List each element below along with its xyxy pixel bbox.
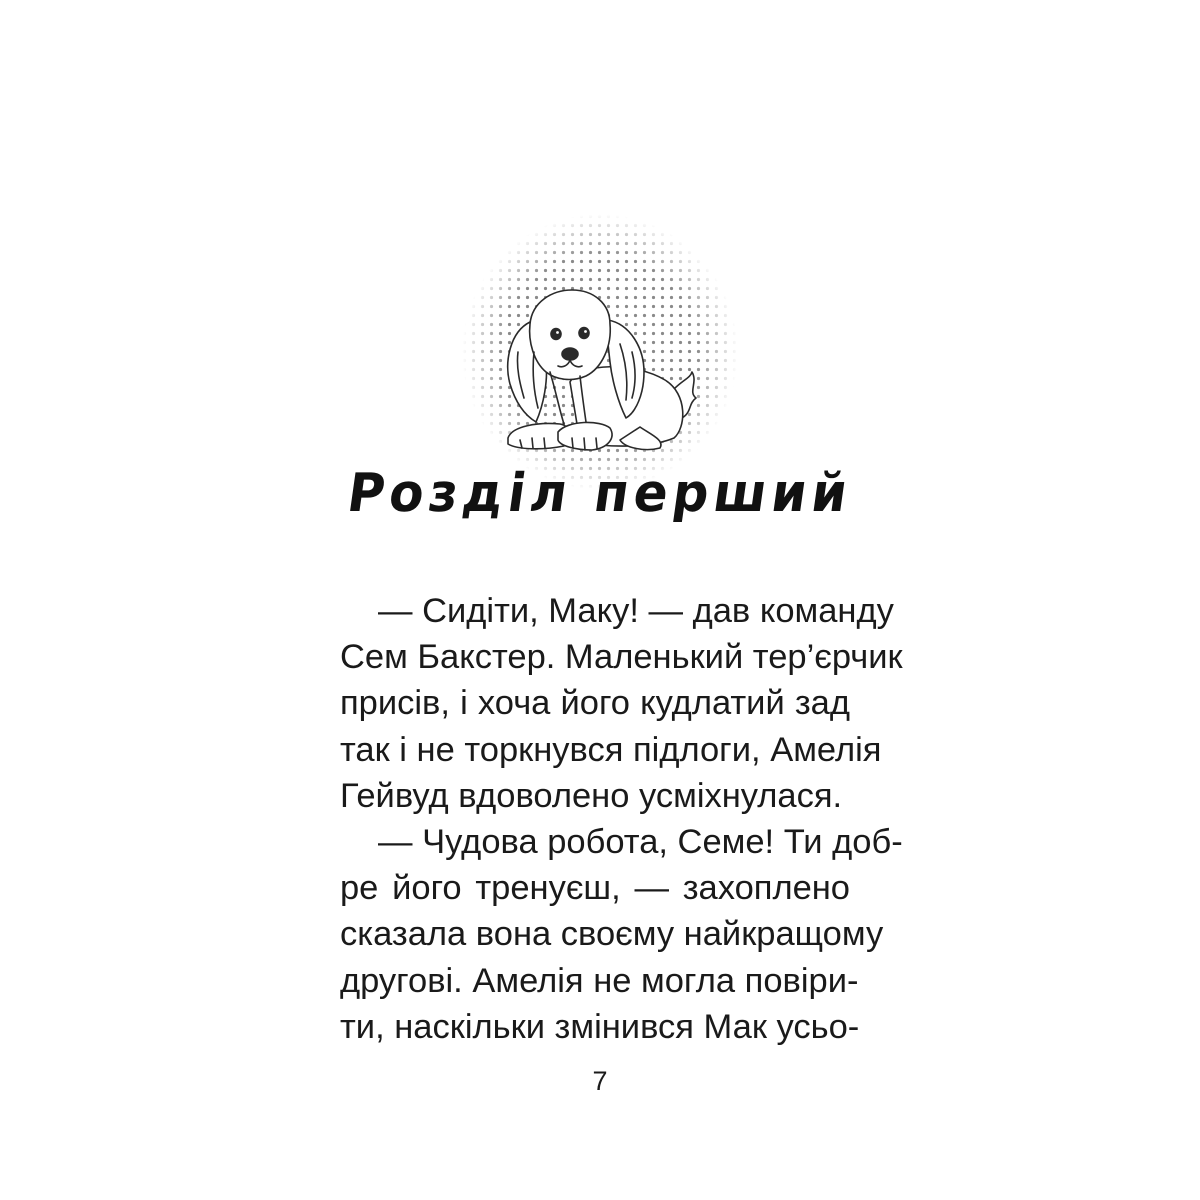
text-line: присів, і хоча його кудлатий зад (340, 684, 850, 723)
text-line: — Сидіти, Маку! — дав команду (378, 592, 894, 630)
text-line: ре його тренуєш, — захоплено (340, 869, 850, 908)
text-line: так і не торкнувся підлоги, Амелія (340, 730, 882, 769)
text-line: — Чудова робота, Семе! Ти доб- (378, 822, 903, 861)
text-line: ти, наскільки змінився Мак усьо- (340, 1007, 860, 1046)
chapter-title: Розділ перший (343, 462, 857, 524)
text-line: сказала вона своєму найкращому (340, 915, 884, 954)
page-number: 7 (592, 1066, 608, 1096)
text-line: другові. Амелія не могла повіри- (340, 961, 859, 1000)
puppy-illustration (460, 212, 740, 492)
text-line: Сем Бакстер. Маленький тер’єрчик (340, 638, 903, 677)
text-line: Гейвуд вдоволено усміхнулася. (340, 776, 843, 815)
body-text (340, 588, 903, 1050)
